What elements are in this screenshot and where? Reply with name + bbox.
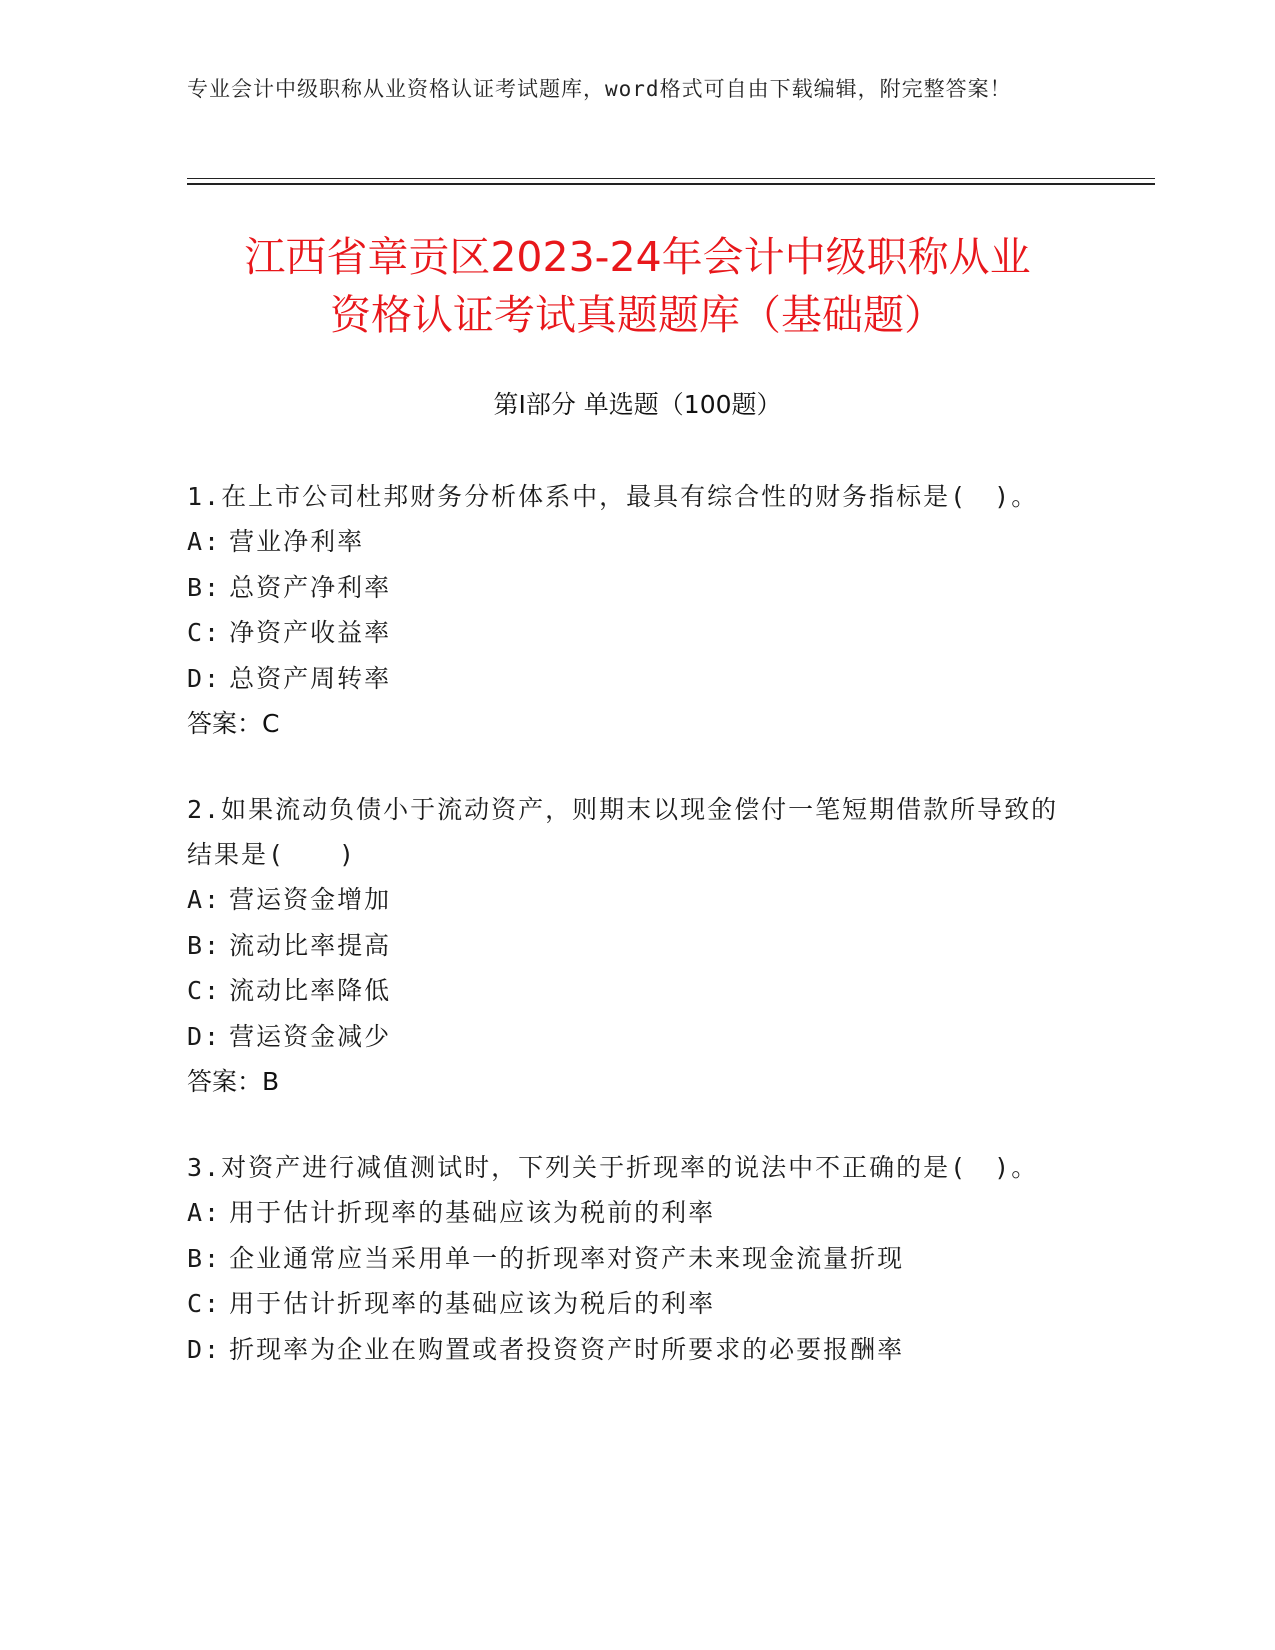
option-text: 流动比率提高: [229, 930, 392, 960]
option-text: 用于估计折现率的基础应该为税后的利率: [229, 1289, 716, 1318]
question-stem: 1.在上市公司杜邦财务分析体系中，最具有综合性的财务指标是( )。: [187, 482, 1039, 511]
option-text: 用于估计折现率的基础应该为税前的利率: [229, 1198, 716, 1227]
question-1: [187, 474, 1067, 746]
option-text: 营运资金减少: [229, 1021, 392, 1051]
question-3: [187, 1145, 1067, 1372]
option-b: [187, 1236, 1067, 1282]
option-key: B:: [187, 1243, 222, 1273]
option-text: 营运资金增加: [229, 885, 392, 914]
option-text: 流动比率降低: [229, 976, 392, 1005]
answer-line: 答案：B: [187, 1067, 280, 1096]
question-stem: 3.对资产进行减值测试时，下列关于折现率的说法中不正确的是( )。: [187, 1153, 1039, 1182]
option-text: 总资产周转率: [229, 663, 392, 693]
option-text: 营业净利率: [229, 527, 365, 556]
document-title-line-2: 资格认证考试真题题库（基础题）: [330, 291, 945, 339]
option-c: [187, 1281, 1067, 1327]
option-key: D:: [187, 1334, 222, 1364]
document-title: [150, 228, 1125, 344]
option-key: A:: [187, 527, 222, 556]
option-text: 企业通常应当采用单一的折现率对资产未来现金流量折现: [229, 1243, 905, 1273]
option-key: B:: [187, 930, 222, 960]
question-stem: 2.如果流动负债小于流动资产，则期末以现金偿付一笔短期借款所导致的结果是( ): [187, 795, 1059, 869]
option-text: 总资产净利率: [229, 572, 392, 602]
option-b: [187, 565, 1067, 611]
option-key: A:: [187, 1198, 222, 1227]
option-key: C:: [187, 1289, 222, 1318]
option-key: D:: [187, 1021, 222, 1051]
question-2: [187, 787, 1067, 1104]
answer-line: 答案：C: [187, 709, 280, 738]
option-b: [187, 923, 1067, 969]
header-divider-thick: [187, 183, 1155, 185]
option-text: 净资产收益率: [229, 618, 392, 647]
option-key: B:: [187, 572, 222, 602]
option-d: [187, 1014, 1067, 1060]
header-note: 专业会计中级职称从业资格认证考试题库，word格式可自由下载编辑，附完整答案！: [187, 77, 1012, 101]
header-divider-thin: [187, 178, 1155, 179]
option-c: [187, 968, 1067, 1014]
option-a: [187, 519, 1067, 565]
option-d: [187, 1327, 1067, 1373]
option-key: D:: [187, 663, 222, 693]
option-text: 折现率为企业在购置或者投资资产时所要求的必要报酬率: [229, 1334, 905, 1364]
document-title-line-1: 江西省章贡区2023-24年会计中级职称从业: [244, 233, 1031, 281]
option-key: A:: [187, 885, 222, 914]
question-list: [187, 474, 1067, 1413]
section-heading: 第Ⅰ部分 单选题（100题）: [493, 390, 782, 419]
option-d: [187, 656, 1067, 702]
option-c: [187, 610, 1067, 656]
option-a: [187, 1190, 1067, 1236]
option-key: C:: [187, 618, 222, 647]
option-a: [187, 877, 1067, 923]
option-key: C:: [187, 976, 222, 1005]
